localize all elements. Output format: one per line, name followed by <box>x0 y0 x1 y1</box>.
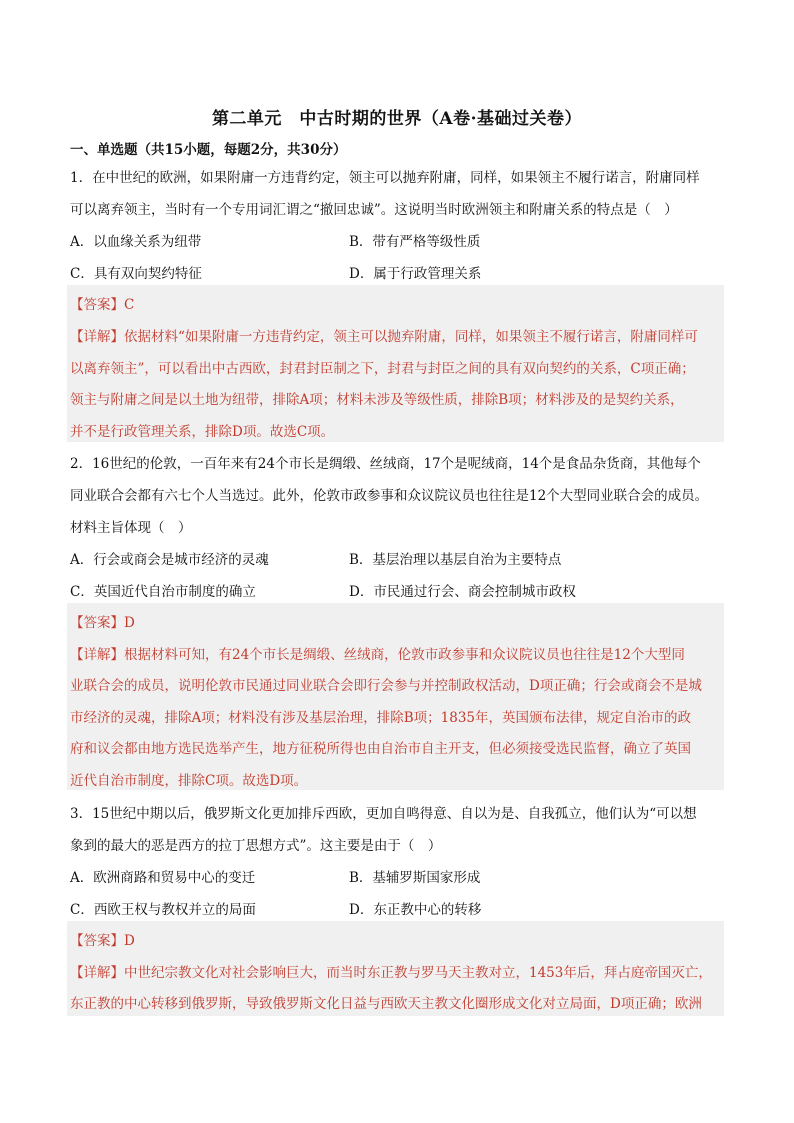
q3-option-b: B．基辅罗斯国家形成 <box>349 870 481 886</box>
q3-detail-line: 东正教的中心转移到俄罗斯，导致俄罗斯文化日益与西欧天主教文化圈形成文化对立局面，D项正确；欧洲 <box>70 996 702 1012</box>
q3-stem-line: 象到的最大的恶是西方的拉丁思想方式”。这主要是由于（ ） <box>70 838 442 854</box>
q1-option-b: B．带有严格等级性质 <box>349 234 481 250</box>
q1-detail-line: 【详解】依据材料“如果附庸一方违背约定，领主可以抛弃附庸，同样，如果领主不履行诺言，附庸同样可 <box>70 329 698 345</box>
section-heading: 一、单选题（共15小题，每题2分，共30分） <box>70 142 347 158</box>
q3-answer: 【答案】D <box>70 933 135 949</box>
q1-detail-line: 并不是行政管理关系，排除D项。故选C项。 <box>70 424 335 440</box>
q3-option-d: D．东正教中心的转移 <box>349 902 482 918</box>
q1-option-d: D．属于行政管理关系 <box>349 266 482 282</box>
q1-stem-line: 1．在中世纪的欧洲，如果附庸一方违背约定，领主可以抛弃附庸，同样，如果领主不履行诺言，附庸同样 <box>70 170 700 186</box>
q3-stem-line: 3．15世纪中期以后，俄罗斯文化更加排斥西欧，更加自鸣得意、自以为是、自我孤立，他们认为“可以想 <box>70 806 697 822</box>
q3-option-a: A．欧洲商路和贸易中心的变迁 <box>70 870 256 886</box>
q1-detail-line: 以离弃领主”，可以看出中古西欧，封君封臣制之下，封君与封臣之间的具有双向契约的关系，C项正确； <box>70 361 695 377</box>
q2-answer-block <box>67 603 724 790</box>
page-title: 第二单元 中古时期的世界（A卷·基础过关卷） <box>211 109 583 129</box>
q2-answer: 【答案】D <box>70 615 135 631</box>
q1-option-c: C．具有双向契约特征 <box>70 266 202 282</box>
q2-detail-line: 府和议会都由地方选民选举产生，地方征税所得也由自治市自主开支，但必须接受选民监督，确立了英国 <box>70 741 691 757</box>
q2-stem-line: 2．16世纪的伦敦，一百年来有24个市长是绸缎、丝绒商，17个是呢绒商，14个是食品杂货商，其他每个 <box>70 456 701 472</box>
q1-detail-line: 领主与附庸之间是以土地为纽带，排除A项；材料未涉及等级性质，排除B项；材料涉及的是契约关系， <box>70 392 684 408</box>
q2-detail-line: 近代自治市制度，排除C项。故选D项。 <box>70 773 308 789</box>
q2-stem-line: 同业联合会都有六七个人当选过。此外，伦敦市政参事和众议院议员也往往是12个大型同业联合会的成员。 <box>70 488 709 504</box>
q2-detail-line: 业联合会的成员，说明伦敦市民通过同业联合会即行会参与并控制政权活动，D项正确；行会或商会不是城 <box>70 678 702 694</box>
q1-stem-line: 可以离弃领主，当时有一个专用词汇谓之“撤回忠诚”。这说明当时欧洲领主和附庸关系的特点是（ ） <box>70 202 678 218</box>
q1-option-a: A．以血缘关系为纽带 <box>70 234 202 250</box>
q2-option-d: D．市民通过行会、商会控制城市政权 <box>349 584 576 600</box>
q1-answer-block <box>67 285 724 442</box>
q3-option-c: C．西欧王权与教权并立的局面 <box>70 902 256 918</box>
q2-option-a: A．行会或商会是城市经济的灵魂 <box>70 552 269 568</box>
q2-detail-line: 市经济的灵魂，排除A项；材料没有涉及基层治理，排除B项；1835年，英国颁布法律，规定自治市的政 <box>70 710 692 726</box>
q2-detail-line: 【详解】根据材料可知，有24个市长是绸缎、丝绒商，伦敦市政参事和众议院议员也往往是12个大型同 <box>70 647 685 663</box>
q1-answer: 【答案】C <box>70 297 135 313</box>
q2-option-b: B．基层治理以基层自治为主要特点 <box>349 552 562 568</box>
q2-option-c: C．英国近代自治市制度的确立 <box>70 584 256 600</box>
q3-detail-line: 【详解】中世纪宗教文化对社会影响巨大，而当时东正教与罗马天主教对立，1453年后，拜占庭帝国灭亡， <box>70 965 712 981</box>
q2-stem-line: 材料主旨体现（ ） <box>70 520 192 536</box>
q3-answer-block <box>67 921 724 1016</box>
